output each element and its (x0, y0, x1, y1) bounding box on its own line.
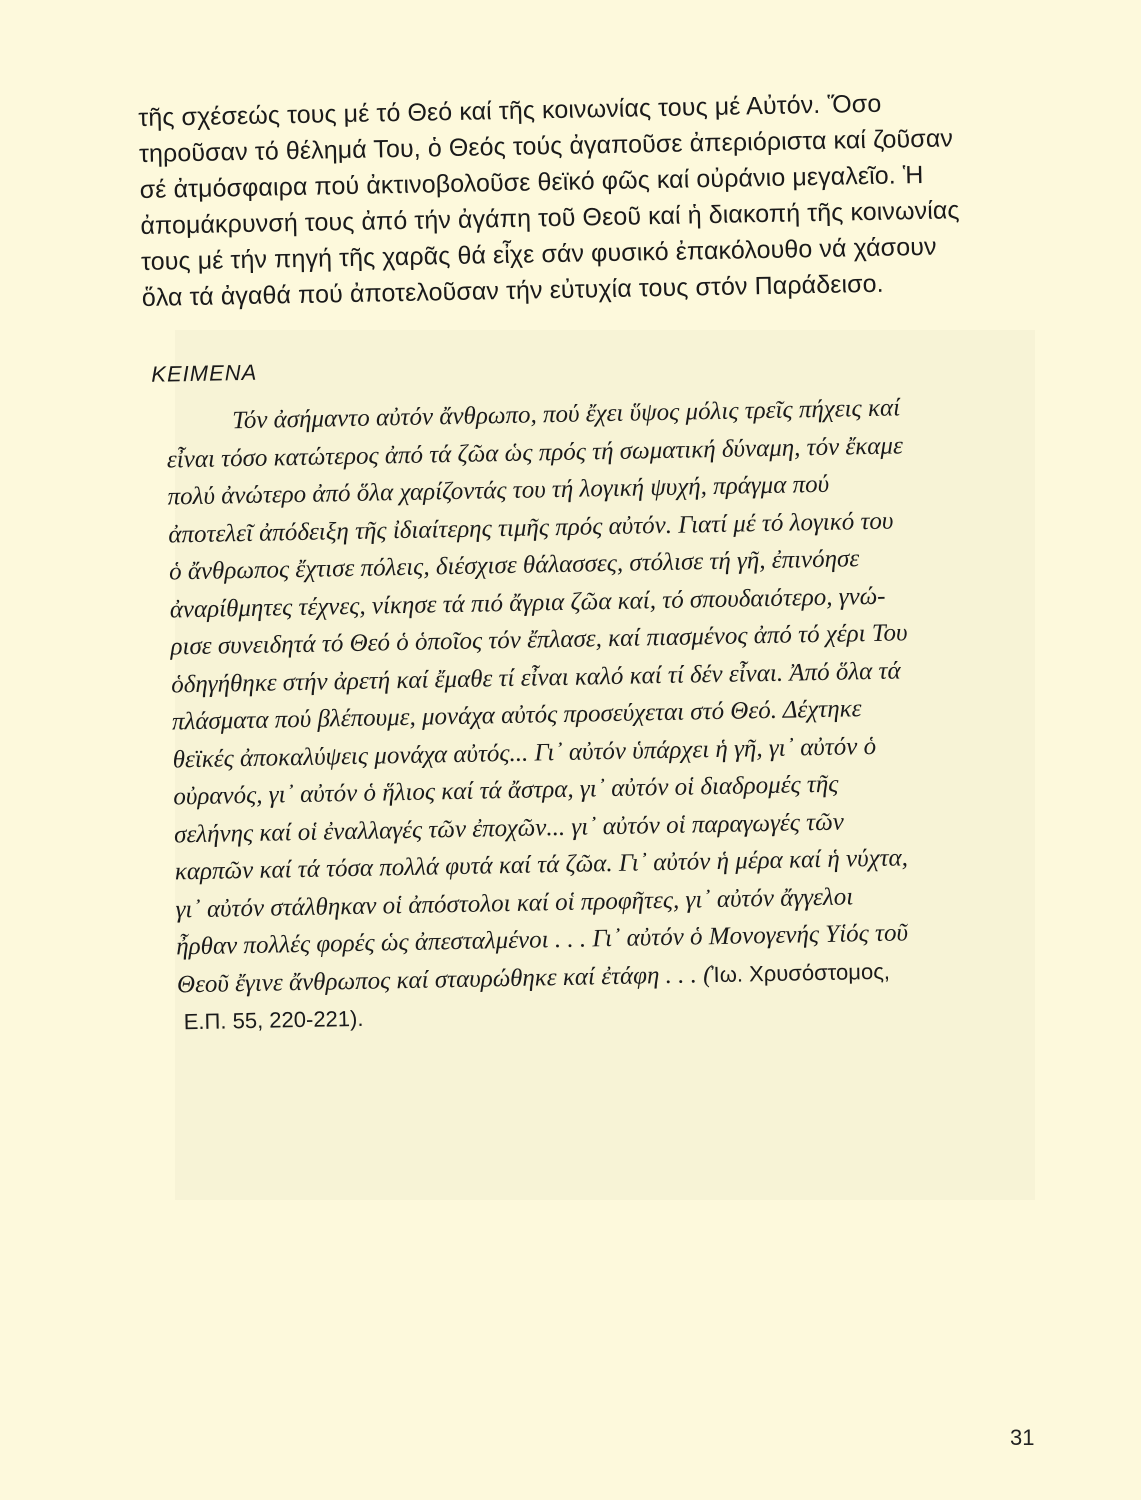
quote-paragraph (144, 387, 1046, 1041)
page-number: 31 (1010, 1425, 1035, 1450)
quote-line: γι᾽ αὐτόν στάλθηκαν οἱ ἀπόστολοι καί οἱ προφῆτες, γι᾽ αὐτόν ἄγγελοι (175, 882, 854, 923)
intro-paragraph (138, 83, 1032, 316)
quote-line: ἀναρίθμητες τέχνες, νίκησε τά πιό ἄγρια ζῶα καί, τό σπουδαιότερο, γνώ- (169, 582, 886, 623)
quote-line: θεϊκές ἀποκαλύψεις μονάχα αὐτός... Γι᾽ αὐτόν ὑπάρχει ἡ γῆ, γι᾽ αὐτόν ὁ (172, 732, 877, 773)
intro-line: σέ ἀτμόσφαιρα πού ἀκτινοβολοῦσε θεϊκό φῶς καί οὐράνιο μεγαλεῖο. Ἡ (139, 160, 924, 204)
quote-citation: Ε.Π. 55, 220-221). (183, 1005, 364, 1035)
page-text-block (138, 83, 1046, 1041)
intro-line: τηροῦσαν τό θέλημά Του, ὁ Θεός τούς ἀγαποῦσε ἀπεριόριστα καί ζοῦσαν (138, 124, 954, 168)
quote-line: καρπῶν καί τά τόσα πολλά φυτά καί τά ζῶα. Γι᾽ αὐτόν ἡ μέρα καί ἡ νύχτα, (174, 844, 909, 886)
intro-line: ἀπομάκρυνσή τους ἀπό τήν ἀγάπη τοῦ Θεοῦ καί ἡ διακοπή τῆς κοινωνίας (140, 196, 960, 240)
quote-line: πλάσματα πού βλέπουμε, μονάχα αὐτός προσεύχεται στό Θεό. Δέχτηκε (171, 695, 862, 736)
intro-line: τῆς σχέσεώς τους μέ τό Θεό καί τῆς κοινωνίας τους μέ Αὐτόν. Ὅσο (138, 89, 882, 132)
quote-line: σελήνης καί οἱ ἐναλλαγές τῶν ἐποχῶν... γι᾽ αὐτόν οἱ παραγωγές τῶν (173, 808, 845, 848)
quote-line: ρισε συνειδητά τό Θεό ὁ ὁποῖος τόν ἔπλασε, καί πιασμένος ἀπό τό χέρι Του (170, 619, 908, 661)
intro-line: ὅλα τά ἀγαθά πού ἀποτελοῦσαν τήν εὐτυχία τους στόν Παράδεισο. (141, 269, 884, 312)
quote-line: εἶναι τόσο κατώτερος ἀπό τά ζῶα ὡς πρός τή σωματική δύναμη, τόν ἔκαμε (166, 431, 904, 474)
quote-line: ὁ ἄνθρωπος ἔχτισε πόλεις, διέσχισε θάλασσες, στόλισε τή γῆ, ἐπινόησε (168, 545, 860, 586)
quote-tail: Θεοῦ ἔγινε ἄνθρωπος καί σταυρώθηκε καί ἐτάφη . . . ( (176, 960, 712, 998)
quote-line: οὐρανός, γι᾽ αὐτόν ὁ ἥλιος καί τά ἄστρα, γι᾽ αὐτόν οἱ διαδρομές τῆς (173, 770, 839, 811)
intro-line: τους μέ τήν πηγή τῆς χαρᾶς θά εἶχε σάν φυσικό ἐπακόλουθο νά χάσουν (140, 232, 937, 276)
quote-line: ἦρθαν πολλές φορές ὡς ἀπεσταλμένοι . . . Γι᾽ αὐτόν ὁ Μονογενής Υἱός τοῦ (176, 919, 909, 961)
quote-line: Τόν ἀσήμαντο αὐτόν ἄνθρωπο, πού ἔχει ὕψος μόλις τρεῖς πήχεις καί (231, 394, 901, 435)
quote-author: Ἰω. Χρυσόστομος, (711, 958, 891, 987)
section-heading: ΚΕΙΜΕΝΑ (151, 359, 258, 387)
quote-line: ὁδηγήθηκε στήν ἀρετή καί ἔμαθε τί εἶναι καλό καί τί δέν εἶναι. Ἀπό ὅλα τά (170, 656, 901, 698)
quote-line: ἀποτελεῖ ἀπόδειξη τῆς ἰδιαίτερης τιμῆς πρός αὐτόν. Γιατί μέ τό λογικό του (168, 507, 894, 548)
quote-line: πολύ ἀνώτερο ἀπό ὅλα χαρίζοντάς του τή λογική ψυχή, πράγμα πού (167, 470, 830, 511)
